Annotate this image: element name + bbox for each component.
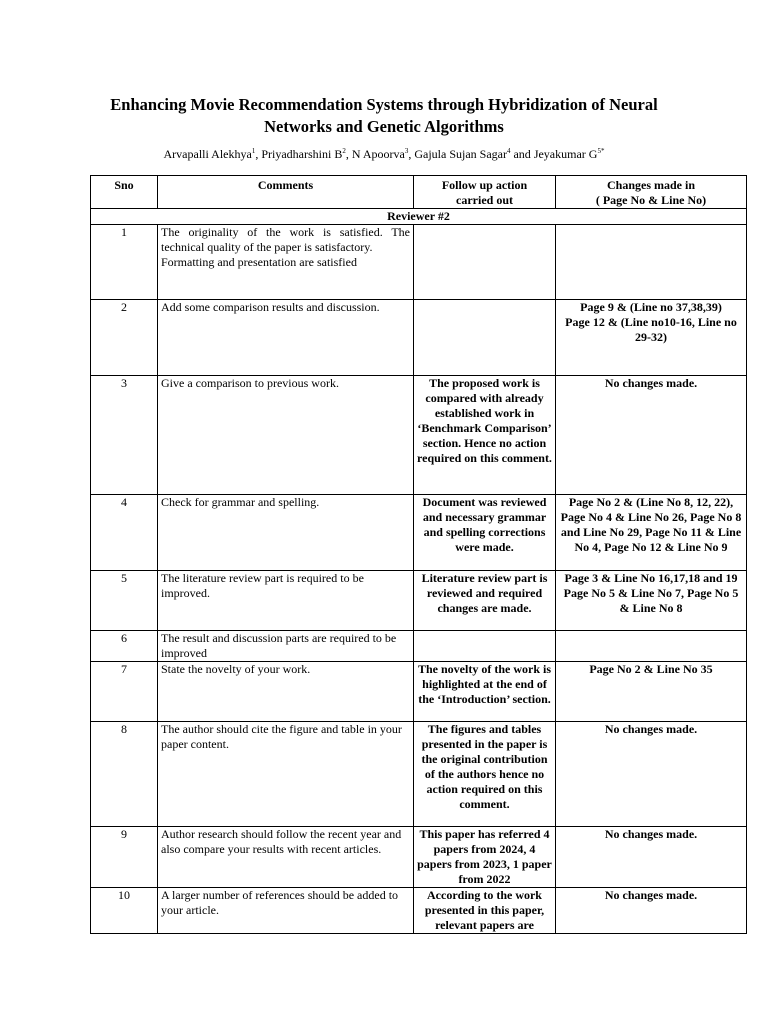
table-row [91, 631, 747, 662]
header-changes-line-1: Changes made in [606, 178, 695, 192]
row-comment-text: Check for grammar and spelling. [161, 495, 320, 509]
author-separator: , [255, 147, 262, 161]
row-comment-text: The originality of the work is satisfied. The technical quality of the paper is satisfactory. [161, 225, 410, 254]
header-changes-line-2: ( Page No & Line No) [595, 193, 707, 207]
row-follow-up-action [414, 300, 556, 376]
table-row [91, 225, 747, 300]
row-changes-made [556, 888, 747, 934]
row-sno: 3 [91, 376, 158, 495]
row-follow-up-action [414, 495, 556, 571]
reviewer-row [91, 209, 747, 225]
row-changes-made-text: Page 3 & Line No 16,17,18 and 19 [564, 571, 738, 585]
table-row [91, 888, 747, 934]
row-follow-up-action [414, 571, 556, 631]
header-changes-made [556, 176, 747, 209]
row-comment [158, 888, 414, 934]
row-comment-text: State the novelty of your work. [161, 662, 311, 676]
row-follow-up-action [414, 225, 556, 300]
row-changes-made [556, 631, 747, 662]
table-row [91, 300, 747, 376]
row-follow-up-action [414, 662, 556, 722]
row-sno: 4 [91, 495, 158, 571]
row-follow-up-action-text: According to the work presented in this paper, relevant papers are [424, 888, 545, 932]
table-header-row [91, 176, 747, 209]
table-row [91, 662, 747, 722]
author-separator: , [345, 147, 352, 161]
row-comment-text: Formatting and presentation are satisfied [161, 255, 357, 269]
row-changes-made [556, 827, 747, 888]
row-changes-made [556, 225, 747, 300]
header-follow-up-action [414, 176, 556, 209]
row-follow-up-action-text: Document was reviewed and necessary grammar and spelling corrections were made. [422, 495, 547, 554]
header-follow-up-line-2: carried out [456, 193, 513, 207]
author-name: N Apoorva [351, 147, 405, 161]
row-follow-up-action [414, 722, 556, 827]
row-follow-up-action [414, 631, 556, 662]
table-row [91, 722, 747, 827]
header-sno: Sno [91, 176, 158, 209]
author-name: Arvapalli Alekhya [163, 147, 252, 161]
row-comment-text: Author research should follow the recent year and also compare your results with recent articles. [161, 827, 402, 856]
author-separator: , [408, 147, 415, 161]
row-changes-made-text: No changes made. [604, 888, 698, 902]
row-follow-up-action-text: The figures and tables presented in the paper is the original contribution of the authors hence no action required on this comment. [421, 722, 548, 811]
paper-title-line-1: Enhancing Movie Recommendation Systems through Hybridization of Neural [110, 95, 658, 114]
table-row [91, 495, 747, 571]
row-changes-made-text: No changes made. [604, 827, 698, 841]
row-changes-made-text: Page 9 & (Line no 37,38,39) [580, 300, 722, 314]
row-comment [158, 495, 414, 571]
row-comment [158, 225, 414, 300]
row-changes-made-text: Page No 2 & (Line No 8, 12, 22), Page No 4 & Line No 26, Page No 8 and Line No 29, Page No 11 & Line No 4, Page No 12 & Line No 9 [560, 495, 742, 554]
table-row [91, 571, 747, 631]
row-follow-up-action-text: Literature review part is reviewed and required changes are made. [421, 571, 548, 615]
row-changes-made-text: No changes made. [604, 376, 698, 390]
paper-title-line-2: Networks and Genetic Algorithms [264, 117, 504, 136]
row-changes-made [556, 722, 747, 827]
table-row [91, 827, 747, 888]
row-sno: 5 [91, 571, 158, 631]
author-affiliation-mark: 2 [342, 147, 346, 155]
author-affiliation-mark: 5* [597, 147, 605, 155]
row-comment-text: A larger number of references should be added to your article. [161, 888, 399, 917]
review-response-table [90, 175, 747, 934]
row-comment-text: The author should cite the figure and table in your paper content. [161, 722, 402, 751]
row-sno: 1 [91, 225, 158, 300]
author-list [60, 146, 708, 162]
row-changes-made [556, 495, 747, 571]
row-comment [158, 571, 414, 631]
row-comment [158, 631, 414, 662]
row-follow-up-action [414, 827, 556, 888]
row-changes-made [556, 662, 747, 722]
row-comment-text: Add some comparison results and discussion. [161, 300, 380, 314]
row-follow-up-action [414, 376, 556, 495]
author-name: Gajula Sujan Sagar [414, 147, 507, 161]
row-sno: 8 [91, 722, 158, 827]
header-follow-up-line-1: Follow up action [441, 178, 528, 192]
author-name: Priyadharshini B [261, 147, 343, 161]
paper-title [60, 94, 708, 138]
row-comment [158, 827, 414, 888]
reviewer-label: Reviewer #2 [91, 209, 747, 225]
row-sno: 7 [91, 662, 158, 722]
row-sno: 9 [91, 827, 158, 888]
row-comment [158, 722, 414, 827]
row-comment [158, 662, 414, 722]
row-changes-made-text: No changes made. [604, 722, 698, 736]
row-comment [158, 376, 414, 495]
table-row [91, 376, 747, 495]
row-sno: 2 [91, 300, 158, 376]
row-changes-made-text: Page 12 & (Line no10-16, Line no 29-32) [565, 315, 737, 344]
row-sno: 6 [91, 631, 158, 662]
row-follow-up-action-text: This paper has referred 4 papers from 2024, 4 papers from 2023, 1 paper from 2022 [417, 827, 552, 886]
row-changes-made [556, 300, 747, 376]
row-changes-made [556, 571, 747, 631]
author-affiliation-mark: 3 [404, 147, 409, 155]
header-comments: Comments [158, 176, 414, 209]
author-name: Jeyakumar G [533, 147, 598, 161]
row-comment [158, 300, 414, 376]
row-comment-text: The literature review part is required to be improved. [161, 571, 364, 600]
row-comment-text: Give a comparison to previous work. [161, 376, 339, 390]
row-changes-made-text: Page No 5 & Line No 7, Page No 5 & Line No 8 [563, 586, 739, 615]
row-sno: 10 [91, 888, 158, 934]
row-changes-made-text: Page No 2 & Line No 35 [589, 662, 713, 676]
row-follow-up-action-text: The novelty of the work is highlighted at the end of the ‘Introduction’ section. [418, 662, 551, 706]
row-comment-text: The result and discussion parts are required to be improved [161, 631, 397, 660]
row-changes-made [556, 376, 747, 495]
author-separator: and [510, 147, 534, 161]
row-follow-up-action-text: The proposed work is compared with already established work in ‘Benchmark Comparison’ section. Hence no action required on this comment. [417, 376, 552, 465]
author-affiliation-mark: 1 [251, 147, 256, 155]
author-affiliation-mark: 4 [506, 147, 511, 155]
row-follow-up-action [414, 888, 556, 934]
